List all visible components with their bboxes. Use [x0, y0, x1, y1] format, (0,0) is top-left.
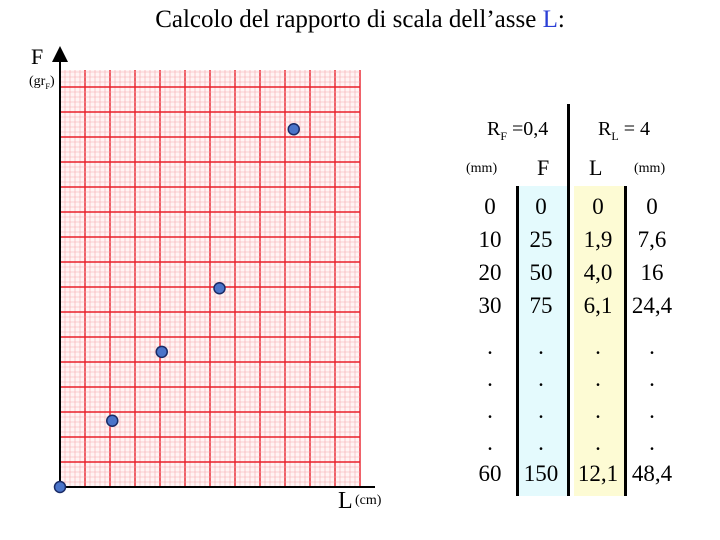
mm-l-cell: 48,4: [631, 461, 673, 486]
header-mm-right: (mm): [634, 161, 666, 176]
l-cell: .: [595, 334, 601, 359]
f-cell: .: [538, 366, 544, 391]
mm-l-cell: .: [649, 398, 655, 423]
mm-f-cell: 10: [478, 227, 502, 252]
l-cell: 6,1: [583, 293, 613, 318]
mm-f-cell: .: [487, 366, 493, 391]
title-accent: L: [542, 6, 558, 33]
f-cell: .: [538, 430, 544, 455]
mm-l-cell: 24,4: [631, 293, 673, 318]
f-axis-arrowhead: [52, 46, 68, 62]
f-cell: 50: [529, 260, 553, 285]
mm-f-cell: 60: [478, 461, 502, 486]
f-cell: .: [538, 398, 544, 423]
f-cell: 150: [523, 461, 559, 486]
l-cell: .: [595, 398, 601, 423]
data-point: [55, 482, 66, 493]
header-f: F: [537, 155, 550, 180]
mm-f-cell: 0: [484, 194, 496, 219]
l-cell: 4,0: [583, 260, 613, 285]
l-cell: .: [595, 430, 601, 455]
f-cell: 75: [529, 293, 553, 318]
l-cell: .: [595, 366, 601, 391]
rl-ratio: $R_L = 4$: [598, 118, 650, 143]
mm-f-cell: 20: [478, 260, 502, 285]
f-axis-label: F: [31, 44, 44, 69]
l-cell: 1,9: [583, 227, 613, 252]
graph-paper-grid: [60, 70, 360, 487]
l-axis-unit: (cm): [355, 493, 382, 508]
mm-f-cell: .: [487, 398, 493, 423]
mm-l-cell: .: [649, 430, 655, 455]
title-text: Calcolo del rapporto di scala dell’asse: [155, 6, 543, 33]
f-cell: .: [538, 334, 544, 359]
mm-l-cell: .: [649, 334, 655, 359]
mm-f-cell: 30: [478, 293, 502, 318]
mm-l-cell: 16: [640, 260, 664, 285]
l-cell: 0: [592, 194, 604, 219]
data-point: [156, 346, 167, 357]
mm-l-cell: 7,6: [637, 227, 667, 252]
f-axis-unit: $(gr_F)$: [29, 74, 55, 91]
f-cell: 0: [535, 194, 547, 219]
data-point: [288, 124, 299, 135]
rf-ratio: $R_F =0,4$: [487, 118, 549, 143]
header-l: L: [589, 155, 603, 180]
mm-l-cell: 0: [646, 194, 658, 219]
f-cell: 25: [529, 227, 553, 252]
l-axis-label: L: [338, 488, 353, 514]
data-point: [214, 283, 225, 294]
title-colon: :: [557, 6, 565, 33]
mm-l-cell: .: [649, 366, 655, 391]
data-point: [107, 415, 118, 426]
mm-f-cell: .: [487, 334, 493, 359]
mm-f-cell: .: [487, 430, 493, 455]
header-mm-left: (mm): [466, 161, 498, 176]
l-cell: 12,1: [577, 461, 619, 486]
